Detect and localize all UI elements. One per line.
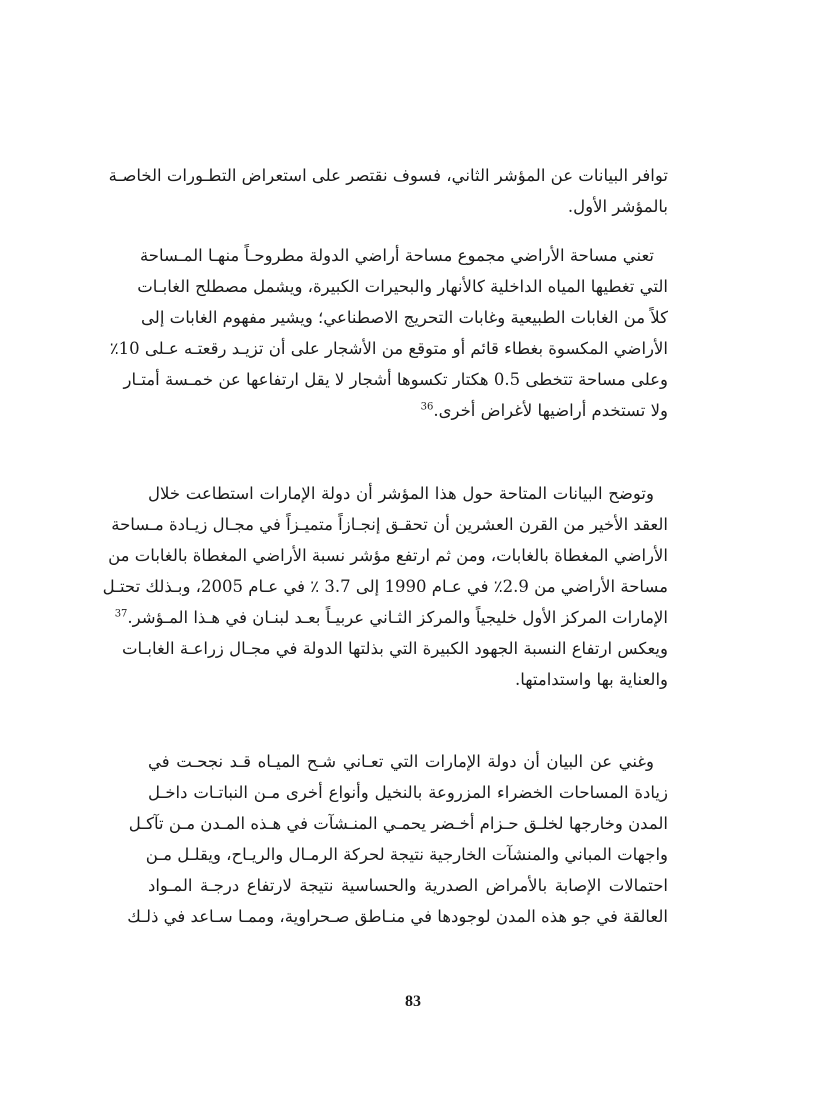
- text-line: العالقة في جو هذه المدن لوجودها في منـاطق صـحراوية، وممـا سـاعد في ذلـك: [127, 907, 668, 926]
- text-line: [148, 395, 668, 426]
- text-line: مساحة الأراضي من 2.9٪ في عـام 1990 إلى 3.7 ٪ في عـام 2005، وبـذلك تحتـل: [102, 577, 668, 596]
- footnote-ref: 36: [420, 401, 434, 413]
- page-number: 83: [405, 993, 421, 1010]
- text-line: وتوضح البيانات المتاحة حول هذا المؤشر أن دولة الإمارات استطاعت خلال: [148, 484, 654, 503]
- text-line-content: ولا تستخدم أراضيها لأغراض أخرى.: [433, 401, 668, 420]
- text-line: تعني مساحة الأراضي مجموع مساحة أراضي الدولة مطروحـاً منهـا المـساحة: [139, 246, 654, 265]
- text-line: بالمؤشر الأول.: [567, 197, 668, 216]
- text-line: [114, 602, 668, 633]
- text-line: الأراضي المكسوة بغطاء قائم أو متوقع من الأشجار على أن تزيـد رقعتـه عـلى 10٪: [109, 339, 668, 358]
- text-line: واجهات المباني والمنشآت الخارجية نتيجة لحركة الرمـال والريـاح، ويقلـل مـن: [145, 845, 668, 864]
- paragraph-2: [109, 240, 668, 426]
- paragraph-3: [102, 478, 668, 695]
- text-line: احتمالات الإصابة بالأمراض الصدرية والحساسية نتيجة لارتفاع درجـة المـواد: [148, 876, 668, 895]
- text-line: ويعكس ارتفاع النسبة الجهود الكبيرة التي بذلتها الدولة في مجـال زراعـة الغابـات: [122, 639, 668, 658]
- footnote-ref: 37: [114, 608, 128, 620]
- text-line: توافر البيانات عن المؤشر الثاني، فسوف نقتصر على استعراض التطـورات الخاصـة: [108, 166, 668, 185]
- text-line: المدن وخارجها لخلـق حـزام أخـضر يحمـي المنـشآت في هـذه المـدن مـن تآكـل: [128, 814, 668, 833]
- text-line: الأراضي المغطاة بالغابات، ومن ثم ارتفع مؤشر نسبة الأراضي المغطاة بالغابات من: [108, 546, 668, 565]
- text-line: وغني عن البيان أن دولة الإمارات التي تعـاني شـح الميـاه قـد نجحـت في: [148, 752, 654, 771]
- paragraph-1: [108, 160, 668, 222]
- text-line: وعلى مساحة تتخطى 0.5 هكتار تكسوها أشجار لا يقل ارتفاعها عن خمـسة أمتـار: [123, 370, 668, 389]
- text-line: والعناية بها واستدامتها.: [515, 670, 668, 689]
- text-line-content: الإمارات المركز الأول خليجياً والمركز الثـاني عربيـاً بعـد لبنـان في هـذا المـؤشر.: [127, 608, 668, 627]
- text-line: العقد الأخير من القرن العشرين أن تحقـق إنجـازاً متميـزاً في مجـال زيـادة مـساحة: [111, 515, 668, 534]
- text-line: كلاً من الغابات الطبيعية وغابات التحريج الاصطناعي؛ ويشير مفهوم الغابات إلى: [141, 308, 668, 327]
- text-line: زيادة المساحات الخضراء المزروعة بالنخيل وأنواع أخرى مـن النباتـات داخـل: [148, 783, 668, 802]
- text-line: التي تغطيها المياه الداخلية كالأنهار والبحيرات الكبيرة، ويشمل مصطلح الغابـات: [137, 277, 668, 296]
- paragraph-4: [127, 746, 668, 932]
